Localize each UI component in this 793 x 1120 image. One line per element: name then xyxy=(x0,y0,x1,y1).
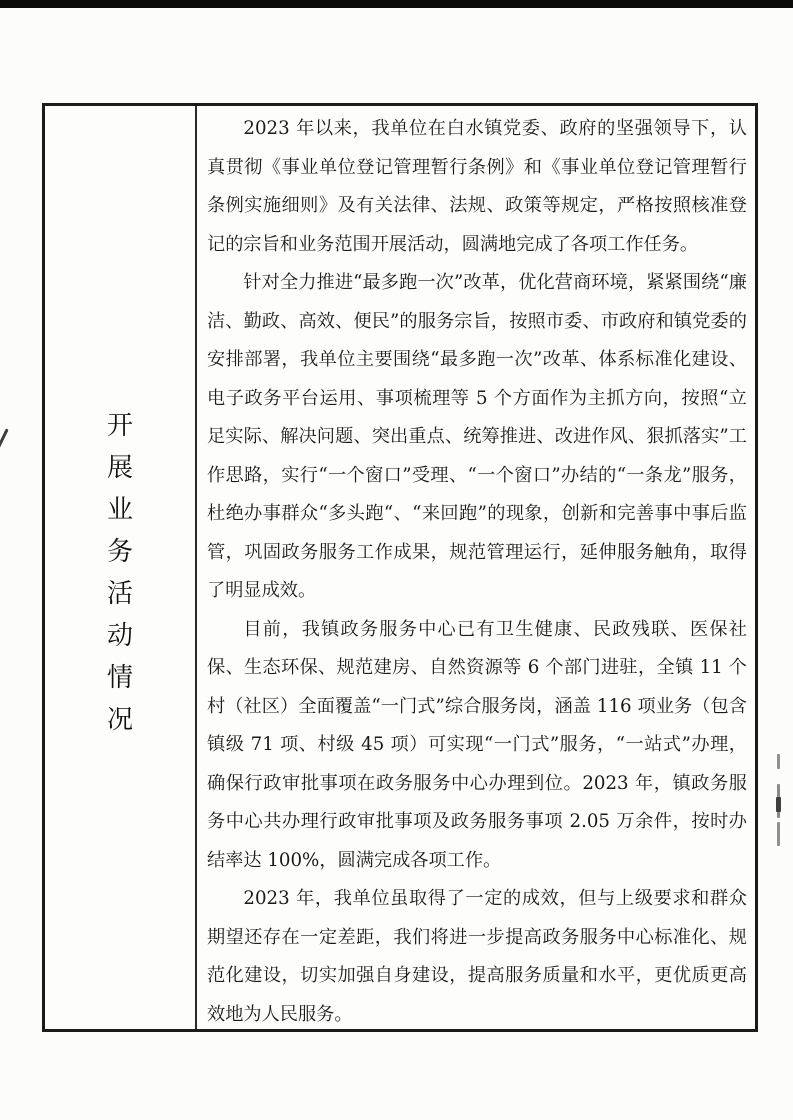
content-paragraph: 2023 年，我单位虽取得了一定的成效，但与上级要求和群众期望还存在一定差距，我们将进一步提高政务服务中心标准化、规范化建设，切实加强自身建设，提高服务质量和水平，更优质更高效地为人民服务。 xyxy=(207,888,747,1025)
row-header-char: 业 xyxy=(106,494,133,525)
content-cell xyxy=(197,106,755,1029)
row-header-cell xyxy=(45,106,197,1029)
row-header-char: 开 xyxy=(106,410,133,441)
content-paragraph: 2023 年以来，我单位在白水镇党委、政府的坚强领导下，认真贯彻《事业单位登记管理暂行条例》和《事业单位登记管理暂行条例实施细则》及有关法律、法规、政策等规定，严格按照核准登记的宗旨和业务范围开展活动，圆满地完成了各项工作任务。 xyxy=(207,118,747,255)
margin-dash-mark xyxy=(776,797,781,812)
row-header-char: 况 xyxy=(106,704,133,735)
content-paragraph: 针对全力推进“最多跑一次”改革，优化营商环境，紧紧围绕“廉洁、勤政、高效、便民”的服务宗旨，按照市委、市政府和镇党委的安排部署，我单位主要围绕“最多跑一次”改革、体系标准化建设、电子政务平台运用、事项梳理等 5 个方面作为主抓方向，按照“立足实际、解决问题、突出重点、统筹推进、改进作风、狠抓落实”工作思路，实行“一个窗口”受理、“一个窗口”办结的“一条龙”服务，杜绝办事群众“多头跑“、“来回跑”的现象，创新和完善事中事后监管，巩固政务服务工作成果，规范管理运行，延伸服务触角，取得了明显成效。 xyxy=(207,272,747,601)
row-header-char: 务 xyxy=(106,536,133,567)
margin-dash-mark xyxy=(777,754,780,769)
business-activity-table xyxy=(42,103,758,1032)
row-header-char: 情 xyxy=(106,662,133,693)
row-header-char: 展 xyxy=(106,452,133,483)
margin-dash-mark xyxy=(777,822,780,846)
row-header-char: 动 xyxy=(106,620,133,651)
handwritten-slash-mark xyxy=(0,428,9,449)
scan-top-edge-artifact xyxy=(0,0,793,8)
row-header-char: 活 xyxy=(106,578,133,609)
content-paragraph: 目前，我镇政务服务中心已有卫生健康、民政残联、医保社保、生态环保、规范建房、自然资源等 6 个部门进驻，全镇 11 个村（社区）全面覆盖“一门式”综合服务岗，涵盖 116 项业务（包含镇级 71 项、村级 45 项）可实现“一门式”服务，“一站式”办理，确保行政审批事项在政务服务中心办理到位。2023 年，镇政务服务中心共办理行政审批事项及政务服务事项 2.05 万余件，按时办结率达 100%，圆满完成各项工作。 xyxy=(207,618,747,871)
